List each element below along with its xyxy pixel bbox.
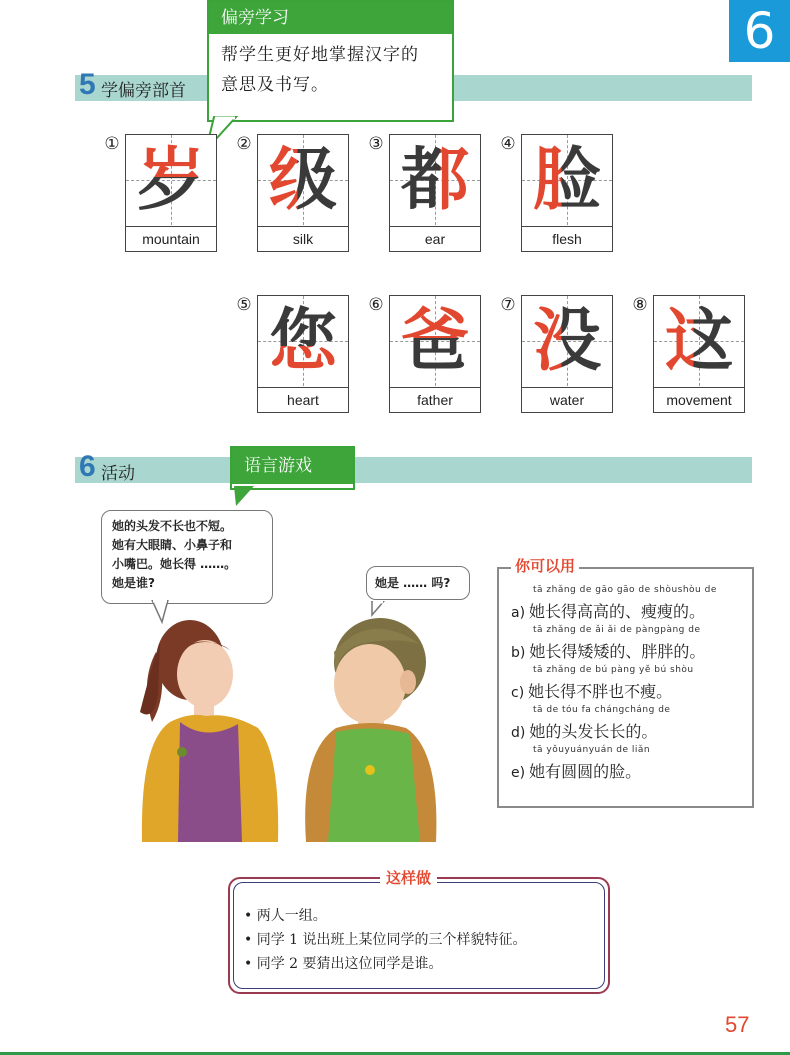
phrase-row-3 (511, 665, 746, 702)
phrase-text: 她的头发长长的。 (529, 722, 658, 741)
girl-figure (140, 620, 278, 842)
phrase-text: 她长得矮矮的、胖胖的。 (529, 642, 706, 661)
boy-speech-bubble (366, 566, 470, 600)
radical-bubble-header: 偏旁学习 (209, 2, 452, 34)
phrases-title: 你可以用 (511, 555, 579, 576)
phrase-text: 她有圆圆的脸。 (529, 762, 642, 781)
section-6-number: 6 (79, 450, 96, 483)
character-card-8 (653, 295, 745, 413)
section-5-number: 5 (79, 68, 96, 101)
girl-speech-line2: 她有大眼睛、小鼻子和 (112, 538, 233, 552)
language-game-bubble (230, 446, 355, 490)
character-card-4 (521, 134, 613, 252)
section-5-title: 学偏旁部首 (101, 81, 186, 101)
students-illustration (130, 612, 480, 842)
boy-figure (305, 618, 436, 842)
boy-speech-text: 她是 …… 吗? (375, 576, 451, 590)
character-glyph: 爸 (390, 300, 480, 384)
phrase-pinyin: tā zhǎng de ǎi ǎi de pàngpàng de (533, 625, 701, 635)
radical-meaning: heart (258, 387, 348, 412)
card-number-2: ② (236, 134, 252, 154)
instruction-item-2: • 同学 1 说出班上某位同学的三个样貌特征。 (244, 932, 527, 948)
radical-meaning: ear (390, 226, 480, 251)
instruction-item-1: • 两人一组。 (244, 908, 327, 924)
character-glyph: 这 (654, 300, 744, 384)
radical-meaning: flesh (522, 226, 612, 251)
section-6-title: 活动 (101, 464, 135, 484)
section-6-bar (75, 457, 752, 483)
card-number-3: ③ (368, 134, 384, 154)
character-glyph: 您 (258, 300, 348, 384)
page-number: 57 (725, 1012, 750, 1037)
character-card-3 (389, 134, 481, 252)
character-card-1 (125, 134, 217, 252)
phrase-pinyin: tā zhǎng de bú pàng yě bú shòu (533, 665, 694, 675)
card-number-5: ⑤ (236, 295, 252, 315)
phrase-row-4 (511, 705, 746, 742)
game-bubble-tail (228, 486, 262, 510)
character-card-7 (521, 295, 613, 413)
radical-meaning: movement (654, 387, 744, 412)
character-glyph: 都 (390, 139, 480, 223)
phrase-label: c) (511, 685, 525, 701)
phrase-row-2 (511, 625, 746, 662)
instructions-title: 这样做 (380, 867, 437, 888)
card-number-8: ⑧ (632, 295, 648, 315)
character-glyph: 没 (522, 300, 612, 384)
phrase-row-5 (511, 745, 746, 782)
card-number-6: ⑥ (368, 295, 384, 315)
character-card-2 (257, 134, 349, 252)
phrase-label: a) (511, 605, 526, 621)
radical-meaning: silk (258, 226, 348, 251)
chapter-number-tab: 6 (729, 0, 790, 62)
girl-speech-line1: 她的头发不长也不短。 (112, 519, 233, 533)
character-glyph: 脸 (522, 139, 612, 223)
phrase-pinyin: tā de tóu fa chángcháng de (533, 705, 671, 715)
instructions-box (228, 869, 610, 994)
phrase-text: 她长得不胖也不瘦。 (528, 682, 673, 701)
radical-meaning: water (522, 387, 612, 412)
girl-speech-line3: 小嘴巴。她长得 ……。 (112, 557, 237, 571)
radical-meaning: mountain (126, 226, 216, 251)
character-glyph: 岁 (126, 139, 216, 223)
character-card-5 (257, 295, 349, 413)
phrase-row-1 (511, 585, 746, 622)
card-number-1: ① (104, 134, 120, 154)
instruction-item-3: • 同学 2 要猜出这位同学是谁。 (244, 956, 443, 972)
phrase-label: d) (511, 725, 526, 741)
girl-speech-bubble (101, 510, 273, 604)
phrase-pinyin: tā zhǎng de gāo gāo de shòushòu de (533, 585, 717, 595)
phrase-label: e) (511, 765, 526, 781)
radical-learning-bubble (207, 0, 454, 122)
phrase-pinyin: tā yǒuyuányuán de liǎn (533, 745, 651, 755)
girl-speech-line4: 她是谁? (112, 576, 155, 590)
card-number-7: ⑦ (500, 295, 516, 315)
radical-meaning: father (390, 387, 480, 412)
phrase-label: b) (511, 645, 526, 661)
character-card-6 (389, 295, 481, 413)
language-game-label: 语言游戏 (232, 448, 353, 484)
character-glyph: 级 (258, 139, 348, 223)
phrases-box (497, 557, 754, 808)
radical-bubble-line1: 帮学生更好地掌握汉字的 (221, 45, 419, 65)
card-number-4: ④ (500, 134, 516, 154)
phrase-text: 她长得高高的、瘦瘦的。 (529, 602, 706, 621)
radical-bubble-line2: 意思及书写。 (221, 75, 329, 95)
